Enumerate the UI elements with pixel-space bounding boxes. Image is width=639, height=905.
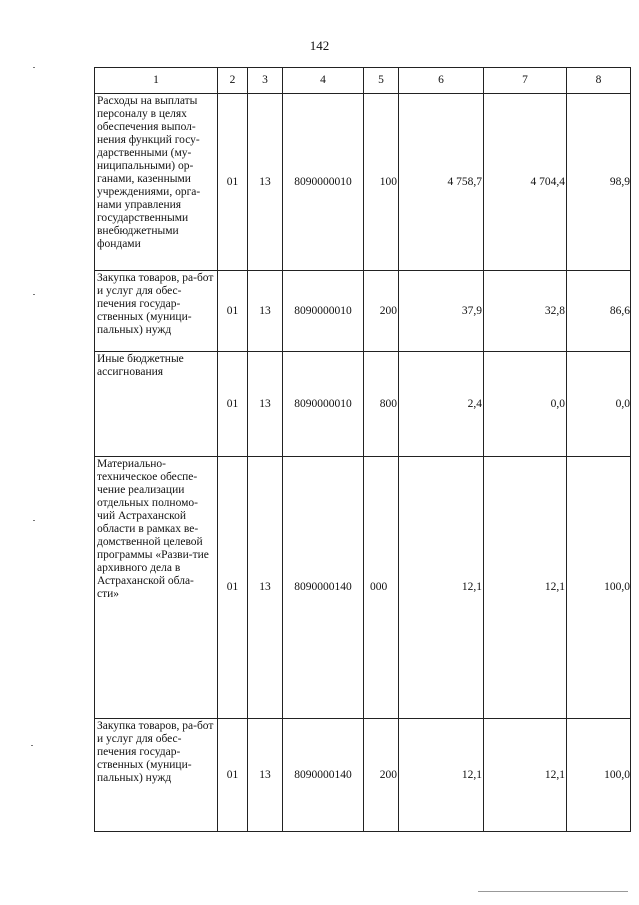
- execution-percent: 86,6: [567, 271, 631, 352]
- row-description: Закупка товаров, ра-бот и услуг для обес-печения государ-ственных (муници-пальных) нужд: [95, 719, 218, 832]
- target-article-code: 8090000010: [283, 94, 364, 271]
- target-article-code: 8090000140: [283, 457, 364, 719]
- table-row: [95, 271, 631, 352]
- scan-artifact: [33, 294, 35, 295]
- scan-artifact: [31, 745, 33, 746]
- table-row: [95, 94, 631, 271]
- expense-type-code: 100: [364, 94, 399, 271]
- target-article-code: 8090000010: [283, 271, 364, 352]
- header-cell: 5: [364, 68, 399, 94]
- subsection-code: 13: [248, 352, 283, 457]
- target-article-code: 8090000140: [283, 719, 364, 832]
- table-row: [95, 719, 631, 832]
- expense-type-code: 800: [364, 352, 399, 457]
- row-description: Закупка товаров, ра-бот и услуг для обес-печения государ-ственных (муници-пальных) нужд: [95, 271, 218, 352]
- execution-percent: 0,0: [567, 352, 631, 457]
- section-code: 01: [218, 719, 248, 832]
- section-code: 01: [218, 457, 248, 719]
- actual-amount: 12,1: [484, 457, 567, 719]
- expense-type-code: 000: [364, 457, 399, 719]
- subsection-code: 13: [248, 719, 283, 832]
- header-cell: 7: [484, 68, 567, 94]
- header-cell: 2: [218, 68, 248, 94]
- scan-artifact: [33, 520, 35, 521]
- subsection-code: 13: [248, 94, 283, 271]
- section-code: 01: [218, 352, 248, 457]
- row-description: Расходы на выплаты персоналу в целях обеспечения выпол-нения функций госу-дарственными (му-ниципальными) ор-ганами, казенными учреждениями, орга-нами управления государственными внебюджетными фондами: [95, 94, 218, 271]
- execution-percent: 98,9: [567, 94, 631, 271]
- header-cell: 3: [248, 68, 283, 94]
- expense-type-code: 200: [364, 271, 399, 352]
- table-header-row: [95, 68, 631, 94]
- subsection-code: 13: [248, 271, 283, 352]
- header-cell: 4: [283, 68, 364, 94]
- expense-type-code: 200: [364, 719, 399, 832]
- scan-artifact: [33, 67, 35, 68]
- subsection-code: 13: [248, 457, 283, 719]
- section-code: 01: [218, 271, 248, 352]
- planned-amount: 12,1: [399, 457, 484, 719]
- actual-amount: 32,8: [484, 271, 567, 352]
- execution-percent: 100,0: [567, 719, 631, 832]
- header-cell: 6: [399, 68, 484, 94]
- table-row: [95, 457, 631, 719]
- planned-amount: 2,4: [399, 352, 484, 457]
- target-article-code: 8090000010: [283, 352, 364, 457]
- actual-amount: 12,1: [484, 719, 567, 832]
- planned-amount: 37,9: [399, 271, 484, 352]
- footer-rule: [478, 891, 628, 892]
- header-cell: 1: [95, 68, 218, 94]
- actual-amount: 4 704,4: [484, 94, 567, 271]
- row-description: Иные бюджетные ассигнования: [95, 352, 218, 457]
- execution-percent: 100,0: [567, 457, 631, 719]
- section-code: 01: [218, 94, 248, 271]
- header-cell: 8: [567, 68, 631, 94]
- planned-amount: 4 758,7: [399, 94, 484, 271]
- row-description: Материально-техническое обеспе-чение реализации отдельных полномо-чий Астраханской области в рамках ве-домственной целевой программы «Разви-тие архивного дела в Астраханской обла-сти»: [95, 457, 218, 719]
- planned-amount: 12,1: [399, 719, 484, 832]
- budget-table: [94, 67, 631, 832]
- table-row: [95, 352, 631, 457]
- actual-amount: 0,0: [484, 352, 567, 457]
- page-number: 142: [309, 38, 330, 53]
